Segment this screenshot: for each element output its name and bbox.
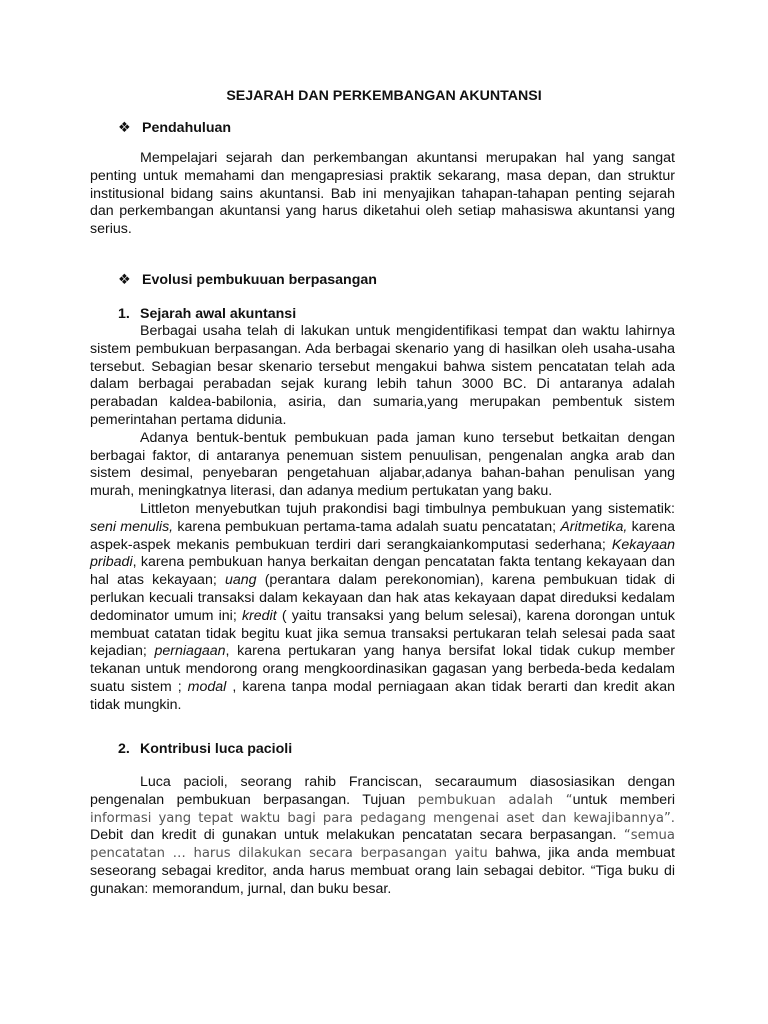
paragraph: Luca pacioli, seorang rahib Franciscan, secaraumum diasosiasikan dengan pengenalan pembukuan berpasangan. Tujuan pembukuan adalah “untuk memberi informasi yang tepat waktu bagi para pedagang mengenai aset dan kewajibannya”. Debit dan kredit di gunakan untuk melakukan pencatatan secara berpasangan. “semua pencatatan … harus dilakukan secara berpasangan yaitu bahwa, jika anda membuat seseorang sebagai kreditor, anda harus membuat orang lain sebagai debitor. “Tiga buku di gunakan: memorandum, jurnal, dan buku besar. xyxy=(90,774,675,897)
subsection-heading-label: Kontribusi luca pacioli xyxy=(140,741,293,757)
paragraph: Adanya bentuk-bentuk pembukuan pada jaman kuno tersebut betkaitan dengan berbagai faktor, di antaranya penemuan sistem penuulisan, pengenalan angka arab dan sistem desimal, penyebaran pengetahuan aljabar,adanya bahan-bahan penulisan yang murah, meningkatnya literasi, dan adanya medium pertukatan yang baku. xyxy=(90,429,675,500)
italic-term: modal xyxy=(187,678,227,695)
subsection-luca-pacioli-body xyxy=(90,774,675,899)
italic-term: Kekayaan pribadi xyxy=(90,536,675,571)
subsection-heading-label: Sejarah awal akuntansi xyxy=(140,306,297,322)
quoted-text: “semua pencatatan … harus dilakukan secara berpasangan yaitu xyxy=(90,828,675,862)
section-heading-pendahuluan xyxy=(118,120,231,138)
quoted-text: informasi yang tepat waktu bagi para pedagang mengenai aset dan kewajibannya”. xyxy=(90,810,675,826)
section-pendahuluan-body xyxy=(90,150,675,239)
subsection-heading-sejarah-awal xyxy=(118,306,296,324)
section-heading-label: Pendahuluan xyxy=(142,120,232,136)
italic-term: perniagaan xyxy=(154,643,226,660)
diamond-bullet-icon: ❖ xyxy=(118,120,131,136)
subsection-number: 1. xyxy=(118,306,130,322)
subsection-number: 2. xyxy=(118,741,130,757)
diamond-bullet-icon: ❖ xyxy=(118,272,131,288)
paragraph: Mempelajari sejarah dan perkembangan akuntansi merupakan hal yang sangat penting untuk memahami dan mengapresiasi praktik sekarang, masa depan, dan struktur institusional bidang sains akuntansi. Bab ini menyajikan tahapan-tahapan penting sejarah dan perkembangan akuntansi yang harus diketahui oleh setiap mahasiswa akuntansi yang serius. xyxy=(90,150,675,238)
quoted-text: pembukuan adalah “ xyxy=(417,792,573,808)
paragraph: Berbagai usaha telah di lakukan untuk mengidentifikasi tempat dan waktu lahirnya sistem pembukuan berpasangan. Ada berbagai skenario yang di hasilkan oleh usaha-usaha tersebut. Sebagian besar skenario tersebut mengakui bahwa sistem pencatatan telah ada dalam berbagai perabadan sejak kurang lebih tahun 3000 BC. Di antaranya adalah perabadan kaldea-babilonia, asiria, dan sumaria,yang merupakan pembentuk sistem pemerintahan pertama didunia. xyxy=(90,323,675,428)
italic-term: seni menulis, xyxy=(90,518,174,535)
section-heading-evolusi xyxy=(118,272,377,290)
paragraph: Littleton menyebutkan tujuh prakondisi bagi timbulnya pembukuan yang sistematik: seni menulis, karena pembukuan pertama-tama adalah suatu pencatatan; Aritmetika, karena aspek-aspek mekanis pembukuan terdiri dari serangkaiankomputasi sederhana; Kekayaan pribadi, karena pembukuan hanya berkaitan dengan pencatatan fakta tentang kekayaan dan hal atas kekayaan; uang (perantara dalam perekonomian), karena pembukuan tidak di perlukan kecuali transaksi dalam kekayaan dan hak atas kekayaan dapat direduksi kedalam dedominator umum ini; kredit ( yaitu transaksi yang belum selesai), karena dorongan untuk membuat catatan tidak begitu kuat jika semua transaksi pertukaran telah selesai pada saat kejadian; perniagaan, karena pertukaran yang hanya bersifat lokal tidak cukup member tekanan untuk mendorong orang mengkoordinasikan gagasan yang berbeda-beda kedalam suatu sistem ; modal , karena tanpa modal perniagaan akan tidak berarti dan kredit akan tidak mungkin. xyxy=(90,500,675,713)
subsection-sejarah-awal-body xyxy=(90,323,675,715)
subsection-heading-luca-pacioli xyxy=(118,741,292,759)
italic-term: Aritmetika, xyxy=(560,518,628,535)
document-title: SEJARAH DAN PERKEMBANGAN AKUNTANSI xyxy=(226,88,542,104)
section-heading-label: Evolusi pembukuuan berpasangan xyxy=(142,272,377,288)
italic-term: kredit xyxy=(241,607,277,624)
italic-term: uang xyxy=(224,572,257,589)
